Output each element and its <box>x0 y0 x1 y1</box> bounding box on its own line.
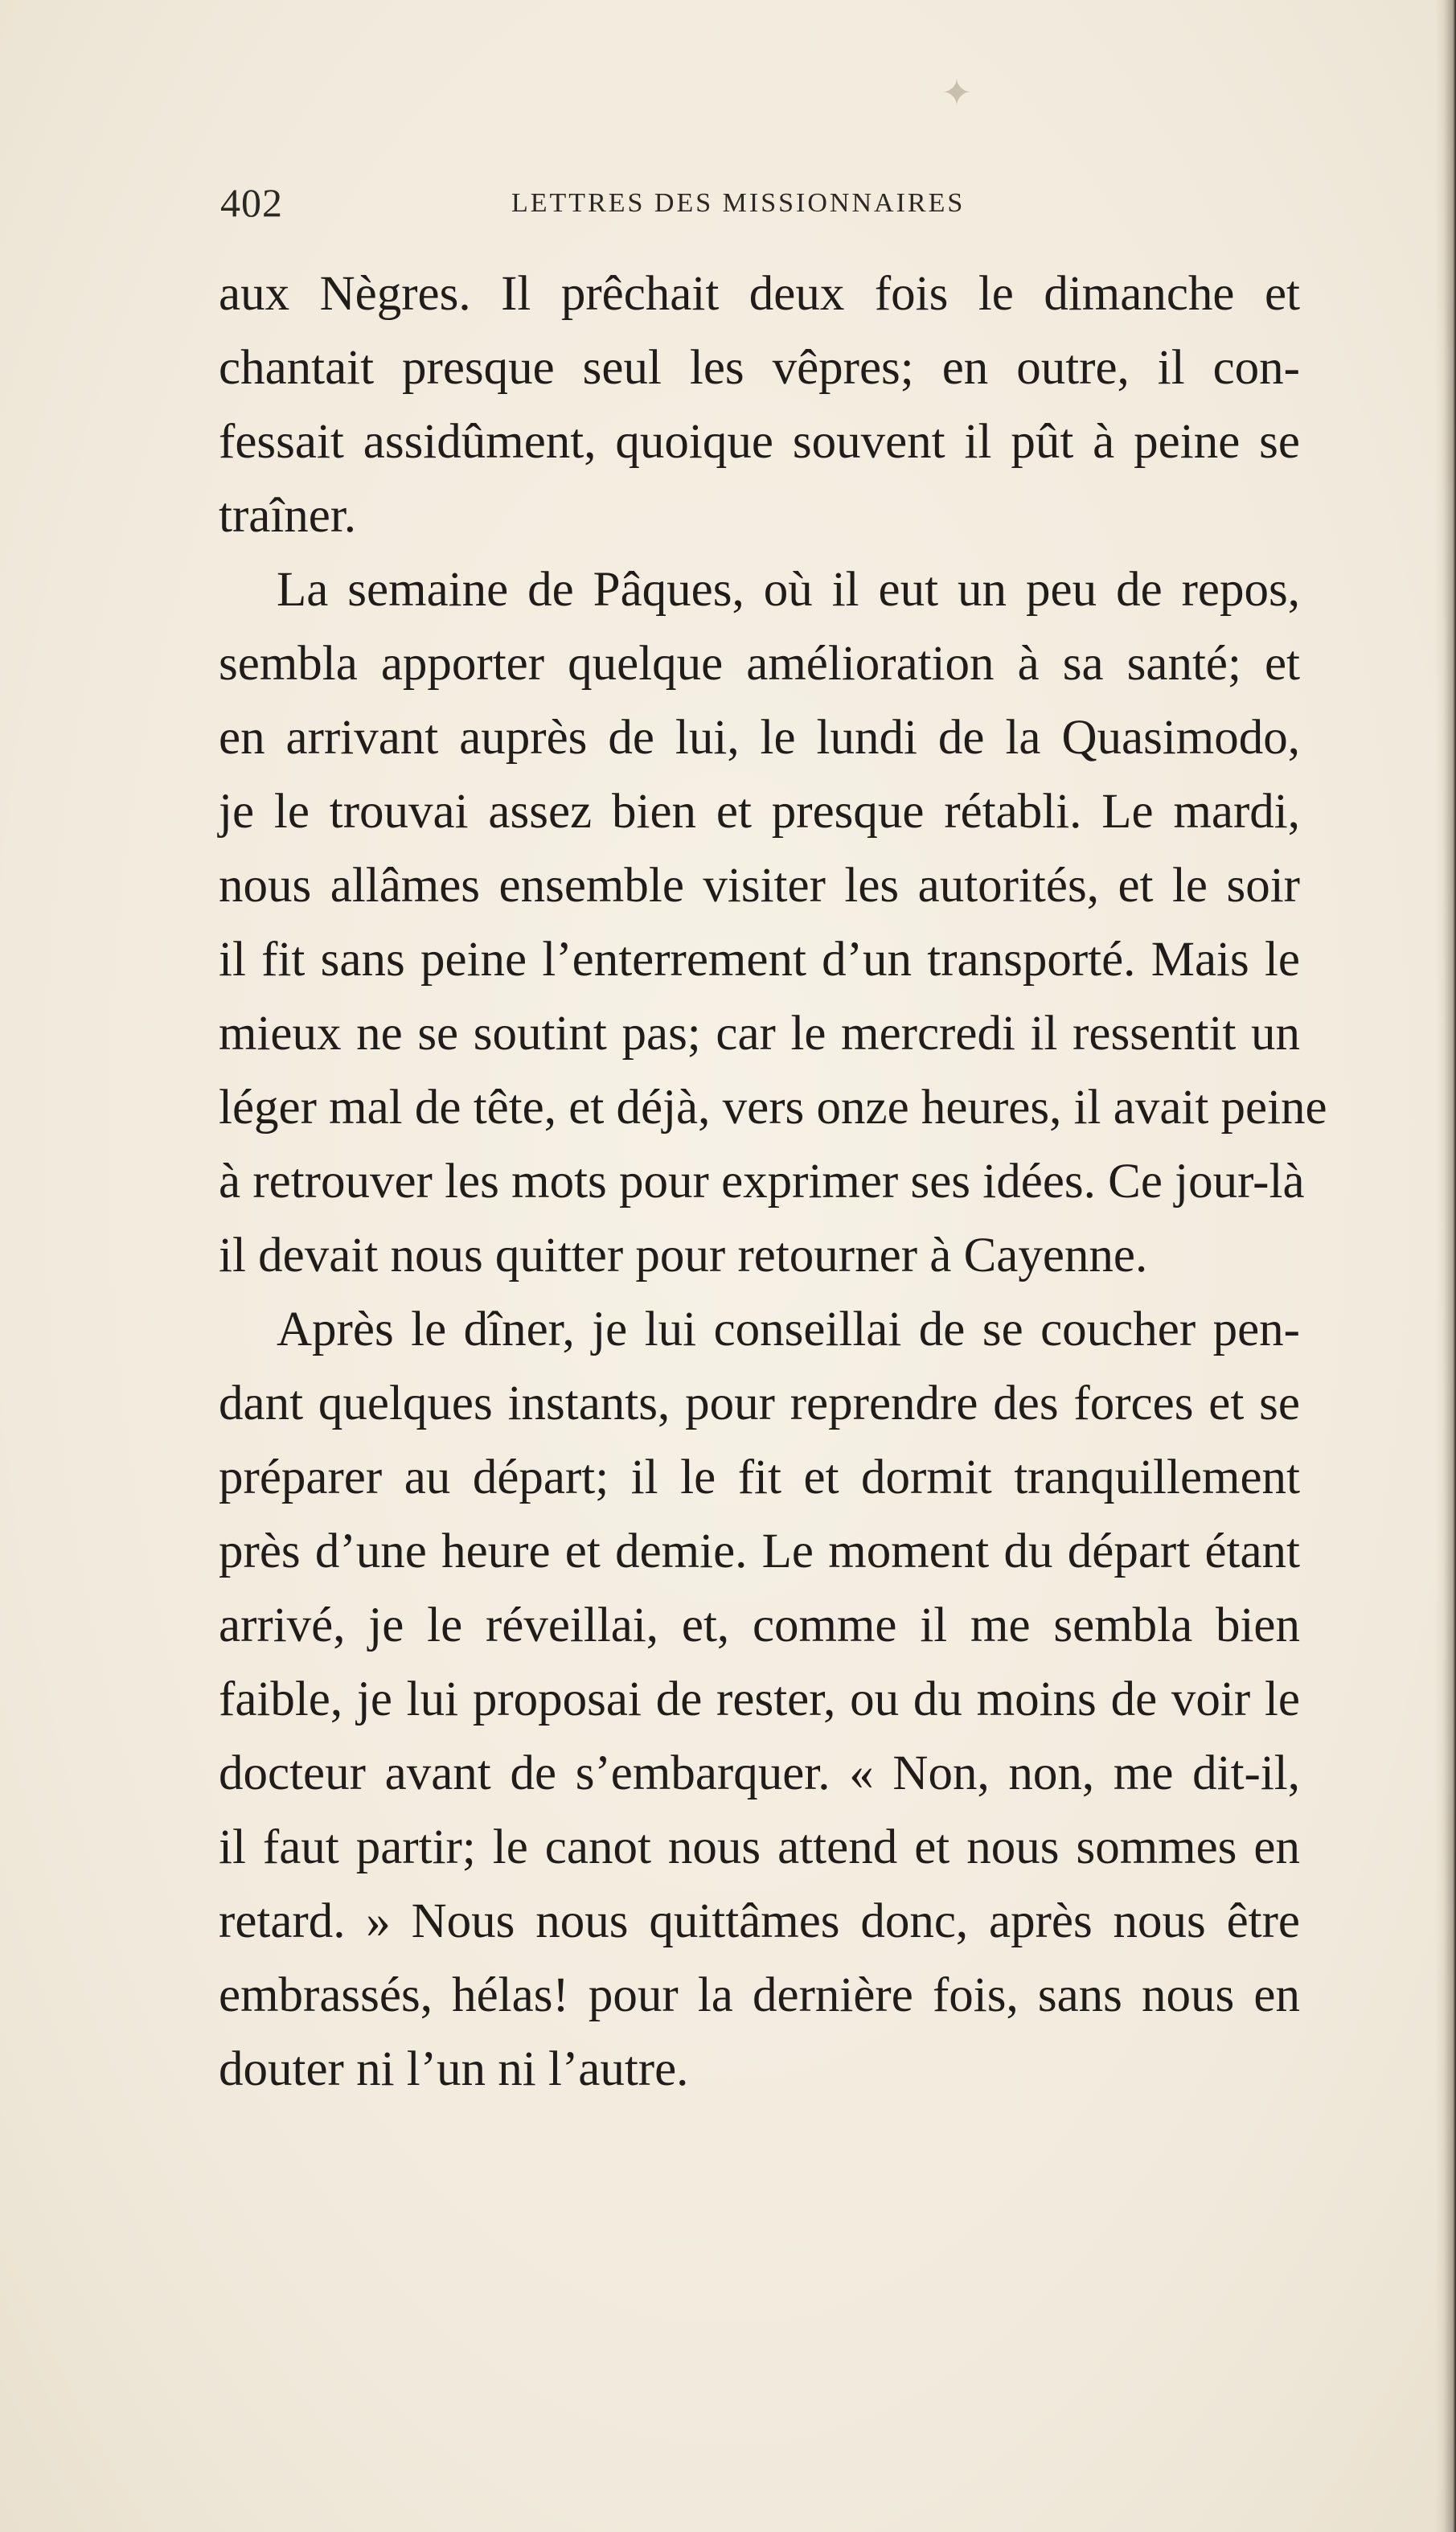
ornament-mark: ✦ <box>941 71 973 114</box>
text-line: Après le dîner, je lui conseillai de se coucher pen- <box>277 1303 1300 1356</box>
paragraph <box>219 553 1327 1293</box>
text-line: mieux ne se soutint pas; car le mercredi il ressentit un <box>219 1007 1300 1061</box>
text-line: près d’une heure et demie. Le moment du départ étant <box>219 1525 1300 1578</box>
paragraph <box>219 257 1300 553</box>
running-head: LETTRES DES MISSIONNAIRES <box>511 188 966 218</box>
text-line: docteur avant de s’embarquer. « Non, non, me dit-il, <box>219 1746 1300 1800</box>
text-line: il fit sans peine l’enterrement d’un transporté. Mais le <box>219 933 1300 987</box>
page-edge-shadow <box>1435 0 1456 2532</box>
text-line: préparer au départ; il le fit et dormit tranquillement <box>219 1451 1300 1504</box>
text-line: traîner. <box>219 489 357 543</box>
text-line: dant quelques instants, pour reprendre des forces et se <box>219 1377 1300 1430</box>
text-line: faible, je lui proposai de rester, ou du moins de voir le <box>219 1672 1300 1726</box>
text-line: aux Nègres. Il prêchait deux fois le dimanche et <box>219 267 1300 321</box>
text-line: douter ni l’un ni l’autre. <box>219 2042 689 2096</box>
text-line: il faut partir; le canot nous attend et nous sommes en <box>219 1820 1300 1874</box>
text-line: fessait assidûment, quoique souvent il pût à peine se <box>219 415 1300 469</box>
text-line: je le trouvai assez bien et presque rétabli. Le mardi, <box>219 785 1300 839</box>
text-line: La semaine de Pâques, où il eut un peu de repos, <box>277 563 1300 617</box>
text-line: embrassés, hélas! pour la dernière fois, sans nous en <box>219 1968 1300 2022</box>
text-line: à retrouver les mots pour exprimer ses idées. Ce jour-là <box>219 1155 1305 1209</box>
text-line: chantait presque seul les vêpres; en outre, il con- <box>219 341 1300 395</box>
body-text <box>219 257 1327 2107</box>
text-line: en arrivant auprès de lui, le lundi de la Quasimodo, <box>219 711 1300 765</box>
paragraph <box>219 1293 1300 2107</box>
text-line: arrivé, je le réveillai, et, comme il me sembla bien <box>219 1598 1300 1652</box>
text-line: nous allâmes ensemble visiter les autorités, et le soir <box>219 859 1300 913</box>
text-line: léger mal de tête, et déjà, vers onze heures, il avait peine <box>219 1081 1327 1135</box>
text-line: sembla apporter quelque amélioration à sa santé; et <box>219 637 1300 691</box>
text-line: il devait nous quitter pour retourner à Cayenne. <box>219 1229 1148 1282</box>
text-line: retard. » Nous nous quittâmes donc, après nous être <box>219 1894 1300 1948</box>
page-number: 402 <box>220 180 283 225</box>
